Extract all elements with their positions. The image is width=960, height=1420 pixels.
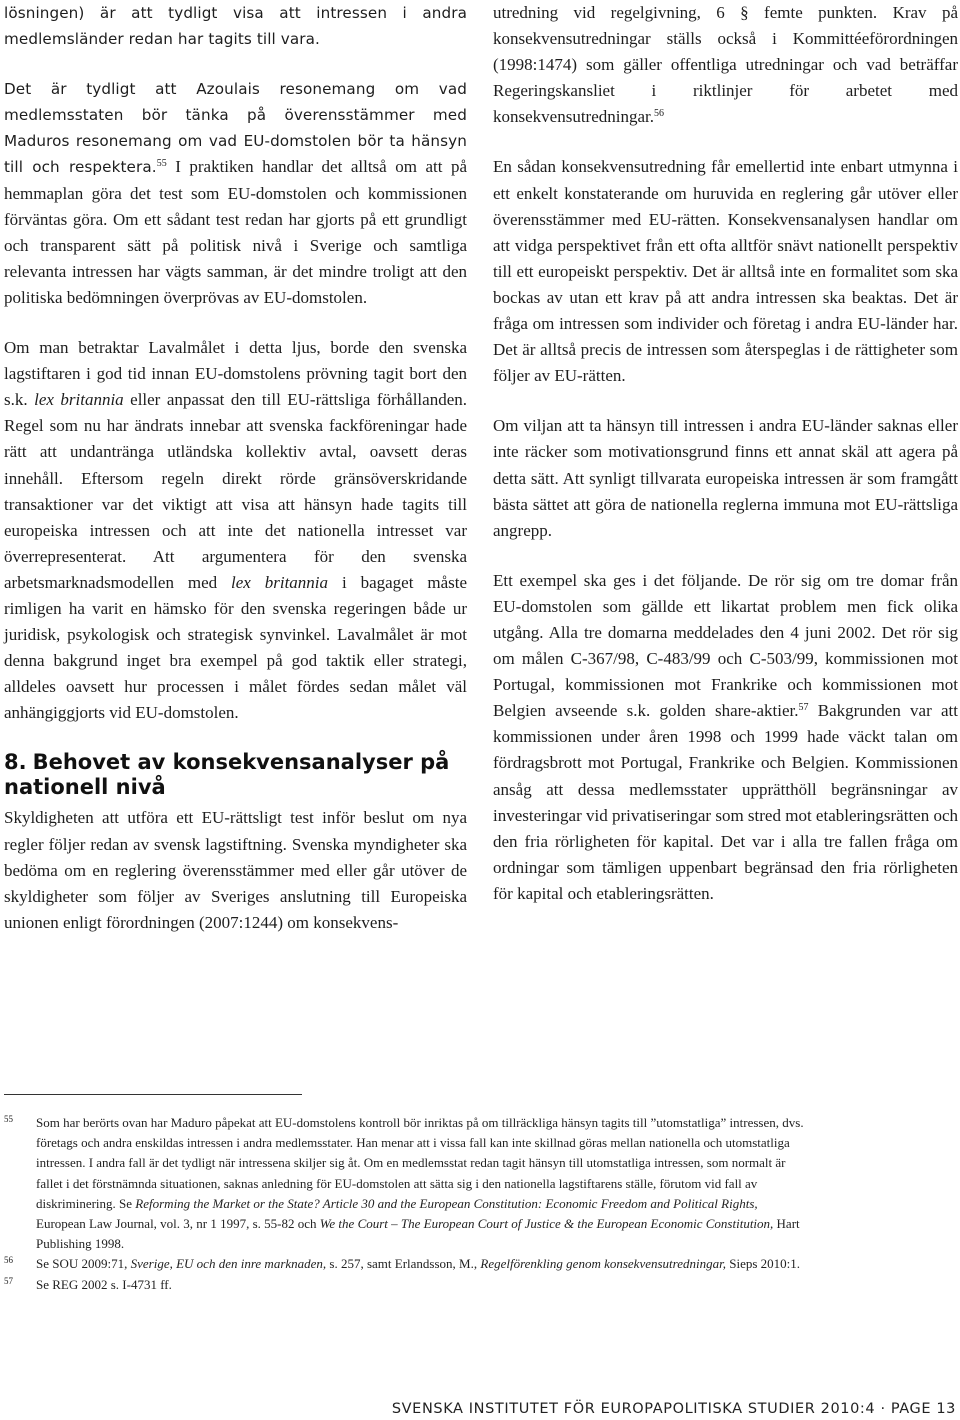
footnote-number: 55 (4, 1114, 13, 1124)
page-footer (392, 1401, 956, 1417)
footnote-ref-57[interactable]: 57 (798, 702, 809, 714)
footnote-text: s. 257, samt Erlandsson, M., (326, 1256, 481, 1272)
footnote-ref-55[interactable]: 55 (156, 158, 167, 170)
paragraph-analysis (493, 154, 958, 389)
paragraph-text: Om viljan att ta hänsyn till intressen i andra EU-länder saknas eller inte räcker som motivationsgrund finns ett annat skäl att agera på detta sätt. Att synligt tillvarata europeiska intressen är som framgått bästa sättet att göra de nationella reglerna immuna mot EU-rättsliga angrepp. (493, 416, 958, 540)
right-column (493, 0, 958, 907)
footnote-text: Sieps 2010:1. (726, 1256, 801, 1272)
paragraph-text: Ett exempel ska ges i det följande. De rör sig om tre domar från EU-domstolen som gällde ett likartat problem men fick olika utgång. Alla tre domarna meddelades den 4 juni 2002. Det rör sig om målen C-367/98, C-483/99 och C-503/99, kommissionen mot Portugal, kommissionen mot Frankrike och kommissionen mot Belgien avseende s.k. golden share-aktier. (493, 570, 958, 721)
left-column (4, 0, 467, 936)
footnote-57 (4, 1275, 804, 1295)
paragraph-text: Om man betraktar Lavalmålet i detta ljus, borde den svenska lagstiftaren i god tid innan EU-domstolens prövning tagit bort den s.k. (4, 338, 467, 410)
paragraph-text: I praktiken handlar det alltså om att på hemmaplan göra det test som EU-domstolen och kommissionen förväntas göra. Om ett sådant test redan har gjorts på ett grundligt och transparent sätt på politisk nivå i Sverige och samtliga relevanta intressen har vägts samman, är det mindre troligt att den politiska bedömningen överprövas av EU-domstolen. (4, 157, 467, 307)
paragraph-text: utredning vid regelgivning, 6 § femte punkten. Krav på konsekvensutredningar ställs också i Kommittéeförordningen (1998:1474) som gäller offentliga utredningar och vad beträffar Regeringskansliet i riktlinjer för arbetet med konsekvensutredningar. (493, 3, 958, 127)
paragraph-text: Det är tydligt att Azoulais resonemang om vad medlemsstaten bör tänka på överensstämmer med Maduros resonemang om vad EU-domstolen bör ta hänsyn till och respektera. (4, 80, 467, 177)
footnote-ref-56[interactable]: 56 (654, 108, 664, 120)
paragraph-will (493, 413, 958, 543)
italic-term: lex britannia (34, 390, 124, 410)
paragraph-laval (4, 335, 467, 726)
footnote-citation: Sverige, EU och den inre marknaden, (130, 1256, 327, 1272)
paragraph-text: Skyldigheten att utföra ett EU-rättsligt test inför beslut om nya regler följer redan av svensk lagstiftning. Svenska myndigheter ska bedöma om en reglering överensstämmer med eller går utöver de skyldigheter som följer av Sveriges anslutning till Europeiska unionen enligt förordningen (2007:1244) om konsekvens- (4, 808, 467, 932)
footnote-divider (4, 1094, 302, 1095)
paragraph-consequence-req (493, 0, 958, 130)
footnote-citation: Reforming the Market or the State? Article 30 and the European Constitution: Economic Freedom and Political Rights, (135, 1195, 758, 1211)
footnote-text: Se SOU 2009:71, (36, 1256, 131, 1272)
footnotes (4, 1113, 804, 1295)
section-heading (4, 750, 467, 800)
italic-term: lex britannia (231, 572, 329, 592)
paragraph-text: Bakgrunden var att kommissionen under åren 1998 och 1999 hade väckt talan om fördragsbrott mot Portugal, Frankrike och Belgien. Kommissionen ansåg att dessa medlemsstater upprätthöll begränsningar av investeringar vid privatiseringar som stred mot etableringsrätten och den fria rörligheten för kapital. Det var i alla tre fallen fråga om ordningar som tämligen uppenbart begränsad den fria rörligheten för kapital och etableringsrätten. (493, 701, 959, 903)
footnote-citation: Regelförenkling genom konsekvensutredningar, (480, 1256, 726, 1272)
footnote-number: 56 (4, 1255, 13, 1266)
footnote-text: Se REG 2002 s. I-4731 ff. (36, 1276, 172, 1292)
footnote-citation: We the Court – The European Court of Justice & the European Economic Constitution, (319, 1216, 774, 1232)
paragraph-text: i bagaget måste rimligen ha varit en hämsko för den svenska regeringen både ur juridisk, psykologisk och strategisk synvinkel. Lavalmålet är mot denna bakgrund inget bra exempel på god taktik eller strategi, alldeles oavsett hur processen i målet fördes sedan målet väl anhängiggjorts vid EU-domstolen. (4, 572, 467, 723)
paragraph-azoulai (4, 76, 467, 311)
footer-text: SVENSKA INSTITUTET FÖR EUROPAPOLITISKA STUDIER 2010:4 · PAGE 13 (391, 1401, 956, 1417)
paragraph-obligation (4, 805, 467, 935)
paragraph-text: En sådan konsekvensutredning får emellertid inte enbart utmynna i ett enkelt konstaterande om huruvida en reglering går utöver eller överensstämmer med EU-rätten. Konsekvensanalysen handlar om att vidga perspektivet från ett ofta alltför snävt nationellt perspektiv till ett europeiskt perspektiv. Det är alltså inte en formalitet som ska bockas av utan ett krav på att andra intressen ska beaktas. Det är fråga om intressen som individer och företag i andra EU-länder har. Det är alltså precis de intressen som återspeglas i de rättigheter som följer av EU-rätten. (493, 157, 958, 386)
footnote-56 (4, 1254, 804, 1274)
footnote-number: 57 (4, 1275, 13, 1286)
paragraph-example (493, 568, 958, 907)
footnote-text: European Law Journal, vol. 3, nr 1 1997, s. 55-82 och (36, 1216, 320, 1232)
section-title: Behovet av konsekvensanalyser på nationell nivå (4, 750, 450, 800)
paragraph-continuation: lösningen) är att tydligt visa att intressen i andra medlemsländer redan har tagits till vara. (4, 4, 467, 49)
paragraph-text: eller anpassat den till EU-rättsliga förhållanden. Regel som nu har ändrats innebar att svenska fackföreningar hade rätt att undantränga utländska kollektiv avtal, oavsett deras innehåll. Eftersom regeln direkt rörde gränsöverskridande transaktioner var det viktigt att visa att hänsyn hade tagits till europeiska intressen och att inte det nationella intresset var överrepresenterat. Att argumentera för den svenska arbetsmarknadsmodellen med (4, 390, 467, 592)
footnote-55 (4, 1113, 804, 1254)
footnote-text: Som har berörts ovan har Maduro påpekat att EU-domstolens kontroll bör inriktas på om tillräckliga hänsyn tagits till ”utomstatliga” intressen, dvs. företags och andra enskildas intressen i andra medlemsstater. Han menar att i vissa fall kan inte skillnad göras mellan nationella och utomstatliga intressen. I andra fall är det tydligt när intressena skiljer sig åt. Om en medlemsstat redan tagit hänsyn till utomstatliga intressen, som normalt är fallet i det förstnämnda situationen, saknas anledning för EU-domstolen att sätta sig i den nationella lagstiftarens ställe, förutom vid fall av diskriminering. Se (36, 1115, 804, 1211)
footnote-text: Hart Publishing 1998. (36, 1216, 800, 1252)
section-number: 8. (4, 750, 27, 775)
